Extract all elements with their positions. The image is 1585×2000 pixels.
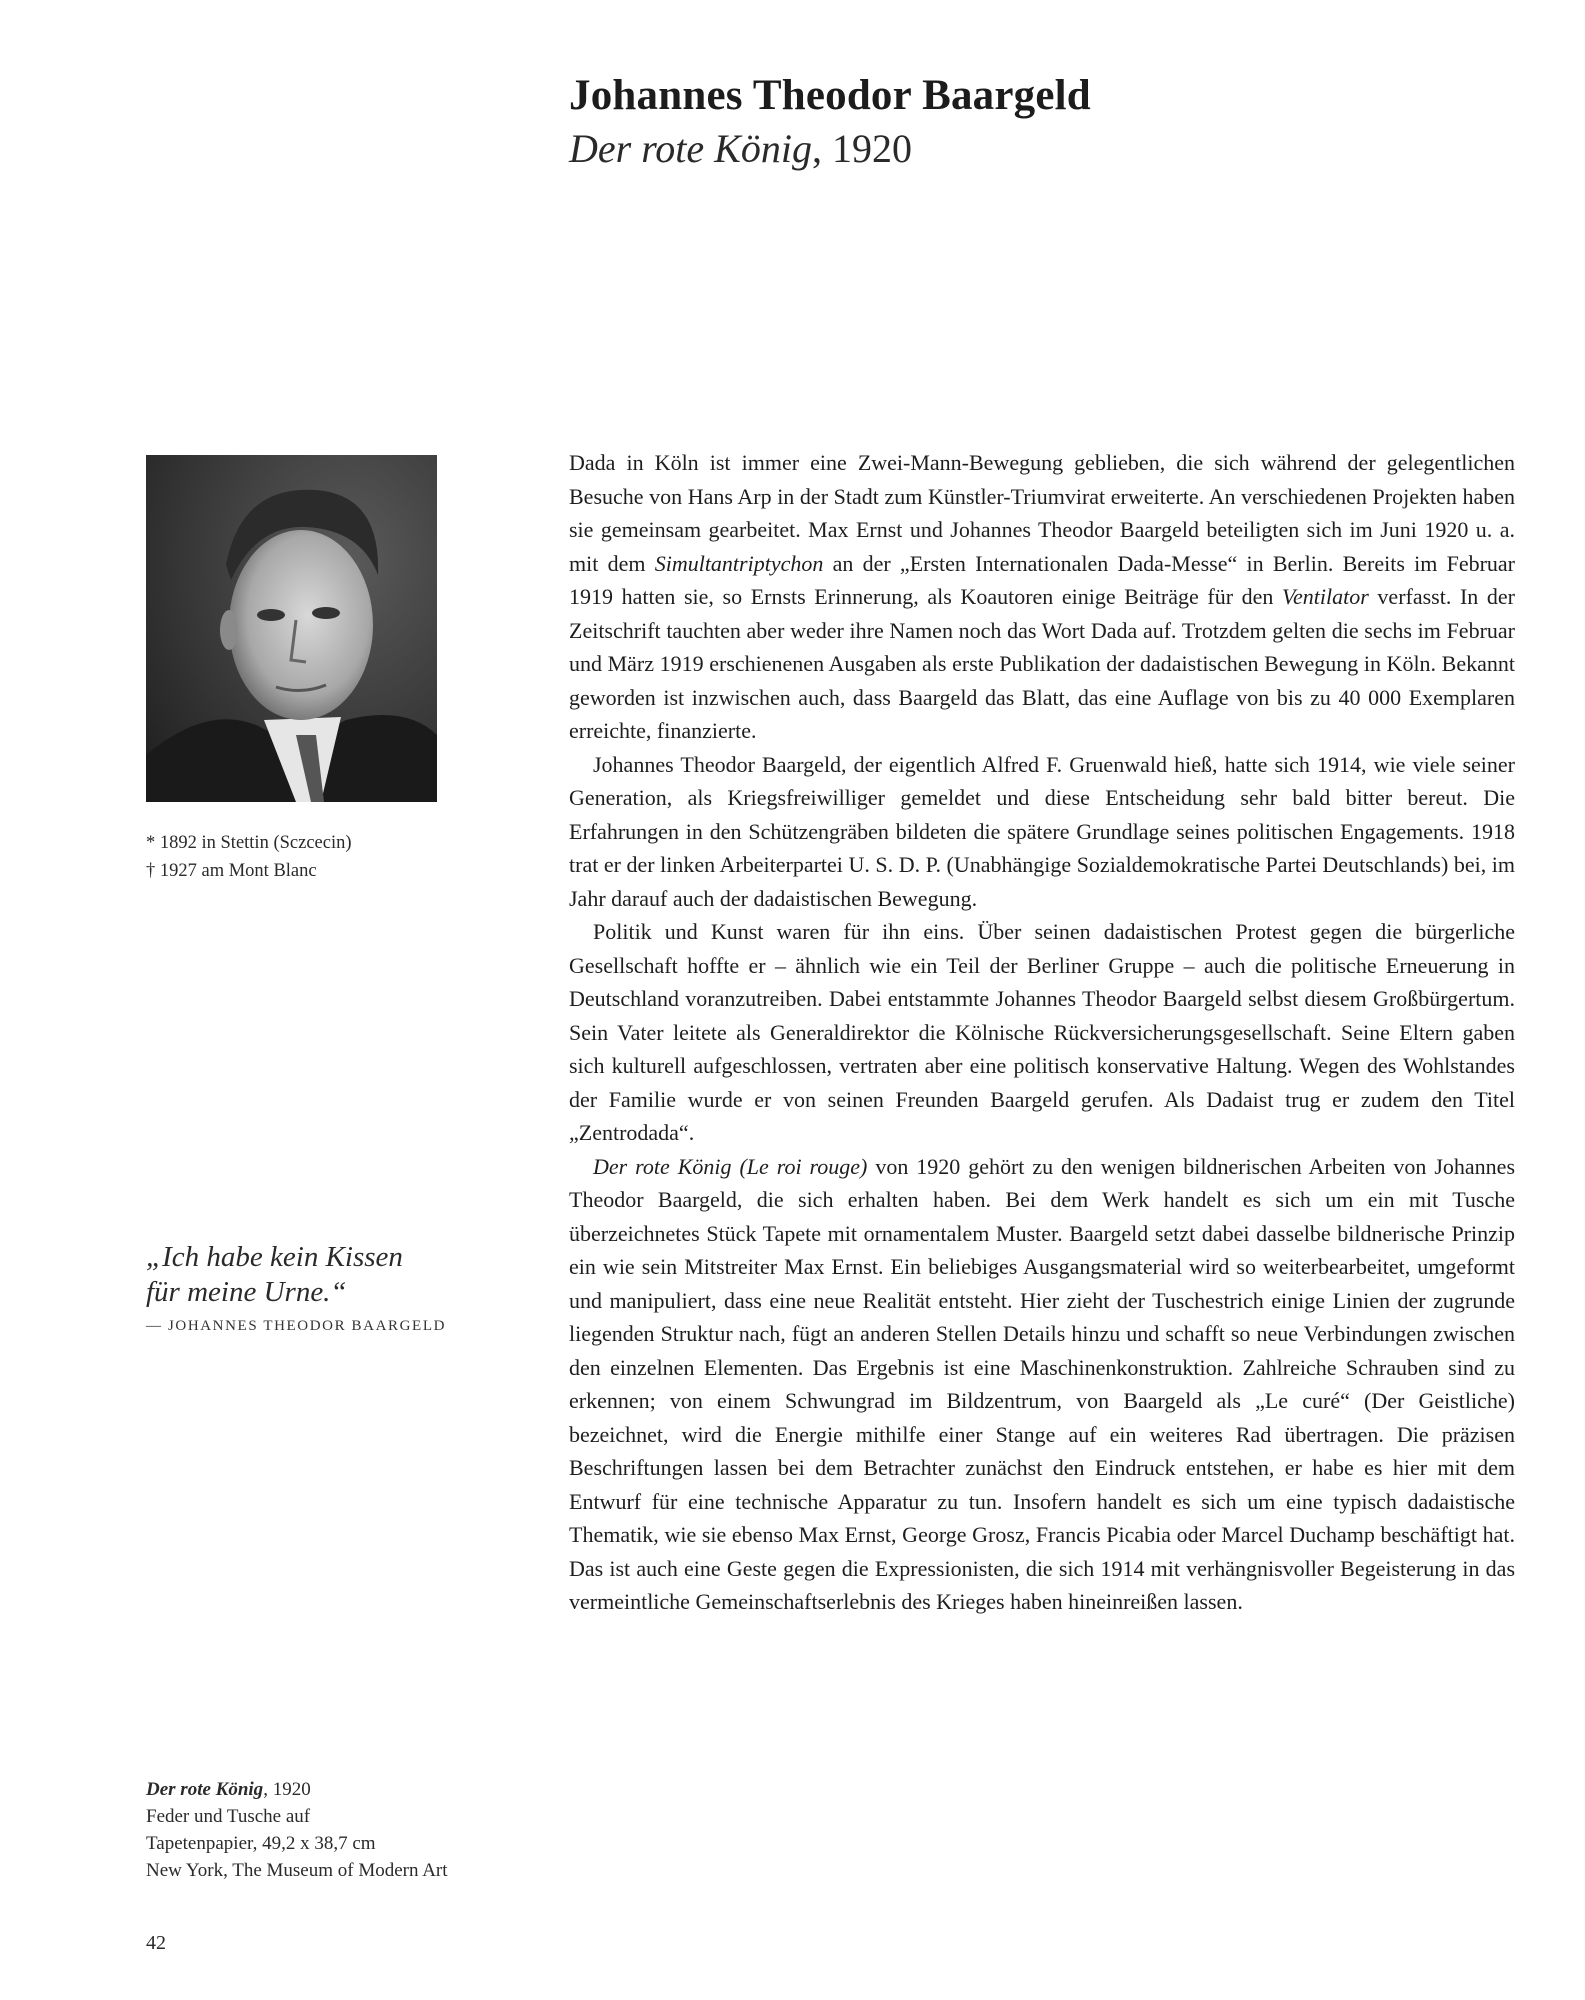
paragraph-4-emphasis: Der rote König (Le roi rouge) (593, 1153, 868, 1179)
quote-author: — JOHANNES THEODOR BAARGELD (146, 1318, 447, 1334)
paragraph-1-emphasis-1: Simultantriptychon (654, 550, 824, 576)
work-title-italic: Der rote König (569, 126, 812, 171)
page-number: 42 (146, 1932, 166, 1954)
artwork-caption (146, 1776, 448, 1884)
paragraph-1 (569, 446, 1515, 748)
death-date: † 1927 am Mont Blanc (146, 861, 317, 881)
caption-medium: Feder und Tusche auf (146, 1806, 311, 1827)
artist-quote (146, 1240, 486, 1335)
work-title (569, 124, 1091, 174)
paragraph-3: Politik und Kunst waren für ihn eins. Über seinen dadaistischen Protest gegen die bürgerliche Gesellschaft hoffte er – ähnlich wie ein Teil der Berliner Gruppe – auch die politische Erneuerung in Deutschland voranzutreiben. Dabei entstammte Johannes Theodor Baargeld selbst diesem Großbürgertum. Sein Vater leitete als Generaldirektor die Kölnische Rückversicherungsgesellschaft. Seine Eltern gaben sich kulturell aufgeschlossen, vertraten aber eine politisch konservative Haltung. Wegen des Wohlstandes der Familie wurde er von seinen Freunden Baargeld gerufen. Als Dadaist trug er zudem den Titel „Zentrodada“. (569, 919, 1515, 1145)
quote-text (146, 1240, 486, 1310)
page-header (569, 68, 1091, 174)
paragraph-1-part-b: an der „Ersten Internationalen Dada-Messe“ in Berlin. Bereits im Februar 1919 hatten sie, so Ernsts Erinnerung, als Koautoren einige Beiträge für den (569, 550, 1516, 609)
paragraph-4 (569, 1150, 1515, 1619)
quote-line-2: für meine Urne.“ (146, 1276, 347, 1308)
portrait-image (146, 455, 437, 802)
paragraph-4-text: von 1920 gehört zu den wenigen bildnerischen Arbeiten von Johannes Theodor Baargeld, die sich erhalten haben. Bei dem Werk handelt es sich um ein mit Tusche überzeichnetes Stück Tapete mit ornamentalem Muster. Baargeld setzt dabei dasselbe bildnerische Prinzip ein wie sein Mitstreiter Max Ernst. Ein beliebiges Ausgangsmaterial wird so weiterbearbeitet, umgeformt und manipuliert, dass eine neue Realität entsteht. Hier zieht der Tuschestrich einige Linien der zugrunde liegenden Struktur nach, fügt an anderen Stellen Details hinzu und schafft so neue Verbindungen zwischen den einzelnen Elementen. Das Ergebnis ist eine Maschinenkonstruktion. Zahlreiche Schrauben sind zu erkennen; von einem Schwungrad im Bildzentrum, von Baargeld als „Le curé“ (Der Geistliche) bezeichnet, wird die Energie mithilfe einer Stange auf ein weiteres Rad übertragen. Die präzisen Beschriftungen lassen bei dem Betrachter zunächst den Eindruck entstehen, er habe es hier mit dem Entwurf für eine technische Apparatur zu tun. Insofern handelt es sich um eine typisch dadaistische Thematik, wie sie ebenso Max Ernst, George Grosz, Francis Picabia oder Marcel Duchamp beschäftigt hat. Das ist auch eine Geste gegen die Expressionisten, die sich 1914 mit verhängnisvoller Begeisterung in das vermeintliche Gemeinschaftserlebnis des Krieges haben hineinreißen lassen. (569, 1153, 1515, 1614)
caption-dimensions: Tapetenpapier, 49,2 x 38,7 cm (146, 1833, 376, 1854)
work-year: , 1920 (811, 126, 912, 171)
paragraph-1-part-c: verfasst. In der Zeitschrift tauchten aber weder ihre Namen noch das Wort Dada auf. Trotzdem gelten die sechs im Februar und März 1919 erschienenen Ausgaben als erste Publikation der dadaistischen Bewegung in Köln. Bekannt geworden ist inzwischen auch, dass Baargeld das Blatt, das eine Auflage von bis zu 40 000 Exemplaren erreichte, finanzierte. (569, 584, 1515, 743)
caption-year: , 1920 (263, 1779, 311, 1800)
main-body-text (569, 446, 1515, 1619)
caption-title: Der rote König (146, 1779, 264, 1800)
paragraph-1-emphasis-2: Ventilator (1282, 584, 1369, 609)
artist-bio-dates (146, 829, 352, 885)
birth-date: * 1892 in Stettin (Sczcecin) (146, 833, 352, 853)
paragraph-2: Johannes Theodor Baargeld, der eigentlich Alfred F. Gruenwald hieß, hatte sich 1914, wie viele seiner Generation, als Kriegsfreiwilliger gemeldet und diese Entscheidung sehr bald bitter bereut. Die Erfahrungen in den Schützengräben bildeten die spätere Grundlage seines politischen Engagements. 1918 trat er der linken Arbeiterpartei U. S. D. P. (Unabhängige Sozialdemokratische Partei Deutschlands) bei, im Jahr darauf auch der dadaistischen Bewegung. (569, 751, 1515, 911)
artist-portrait-photo (146, 455, 437, 802)
caption-title-line (146, 1776, 448, 1803)
artist-name: Johannes Theodor Baargeld (569, 72, 1091, 119)
caption-collection: New York, The Museum of Modern Art (146, 1860, 448, 1881)
paragraph-1-part-a: Dada in Köln ist immer eine Zwei-Mann-Bewegung geblieben, die sich während der gelegentlichen Besuche von Hans Arp in der Stadt zum Künstler-Triumvirat erweiterte. An verschiedenen Projekten haben sie gemeinsam gearbeitet. Max Ernst und Johannes Theodor Baargeld beteiligten sich im Juni 1920 u. a. mit dem (569, 450, 1515, 576)
quote-line-1: „Ich habe kein Kissen (146, 1241, 403, 1273)
